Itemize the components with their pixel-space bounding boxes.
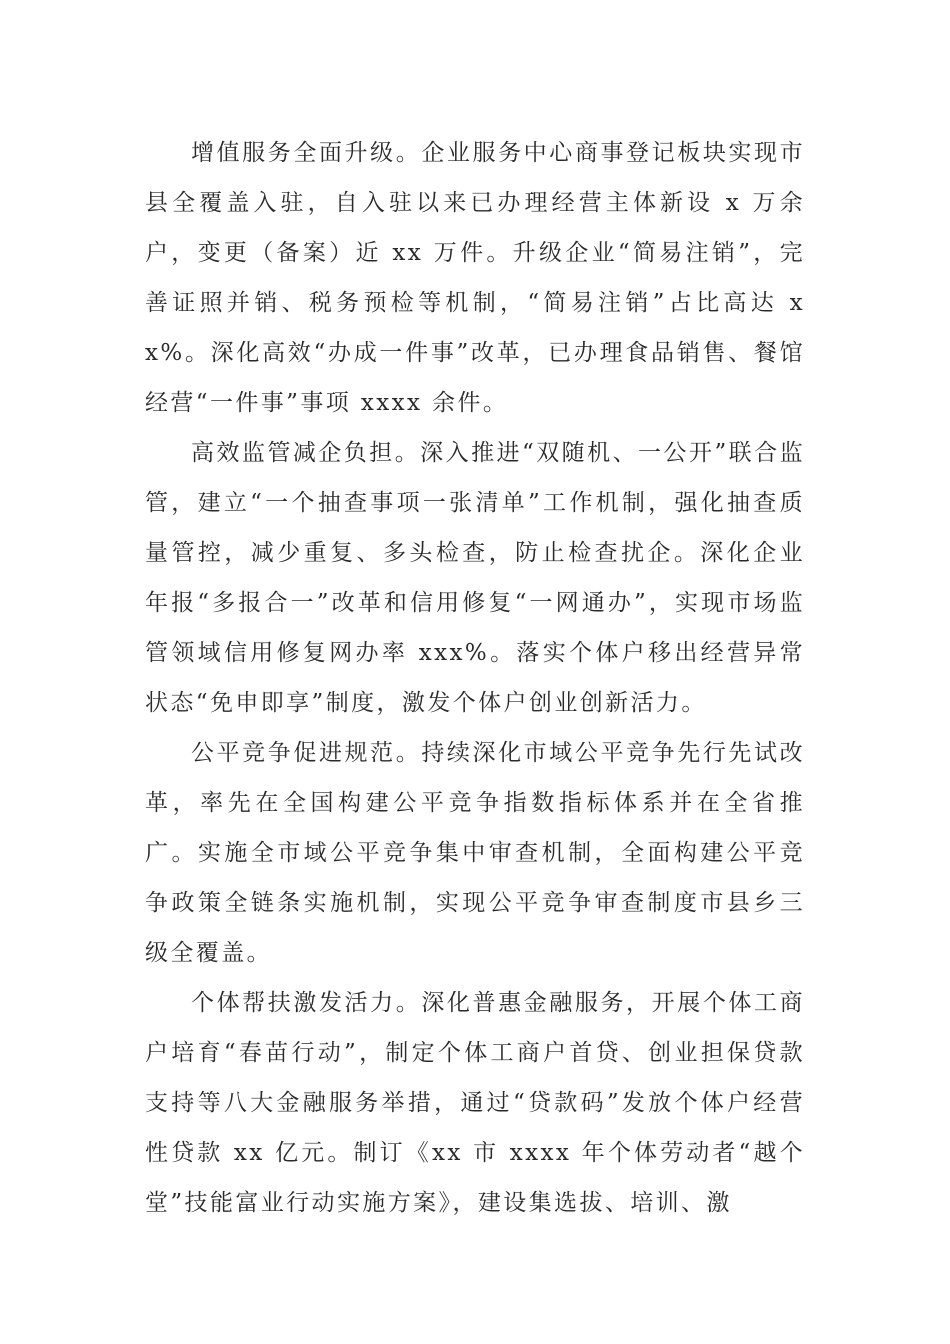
paragraph-fair-competition: 公平竞争促进规范。持续深化市域公平竞争先行先试改革，率先在全国构建公平竞争指数指标体系并在全省推广。实施全市域公平竞争集中审查机制，全面构建公平竞争政策全链条实施机制，实现公平竞争审查制度市县乡三级全覆盖。 — [145, 740, 805, 966]
paragraph-individual-support: 个体帮扶激发活力。深化普惠金融服务，开展个体工商户培育“春苗行动”，制定个体工商户首贷、创业担保贷款支持等八大金融服务举措，通过“贷款码”发放个体户经营性贷款 xx 亿元。制订《xx 市 xxxx 年个体劳动者“越个堂”技能富业行动实施方案》，建设集选拔、培训、激 — [145, 990, 805, 1216]
paragraph-value-added-services: 增值服务全面升级。企业服务中心商事登记板块实现市县全覆盖入驻，自入驻以来已办理经营主体新设 x 万余户，变更（备案）近 xx 万件。升级企业“简易注销”，完善证照并销、税务预检等机制，“简易注销”占比高达 xx%。深化高效“办成一件事”改革，已办理食品销售、餐馆经营“一件事”事项 xxxx 余件。 — [145, 140, 805, 416]
document-body — [145, 128, 805, 1228]
paragraph-efficient-supervision: 高效监管减企负担。深入推进“双随机、一公开”联合监管，建立“一个抽查事项一张清单”工作机制，强化抽查质量管控，减少重复、多头检查，防止检查扰企。深化企业年报“多报合一”改革和信用修复“一网通办”，实现市场监管领域信用修复网办率 xxx%。落实个体户移出经营异常状态“免申即享”制度，激发个体户创业创新活力。 — [145, 440, 805, 716]
